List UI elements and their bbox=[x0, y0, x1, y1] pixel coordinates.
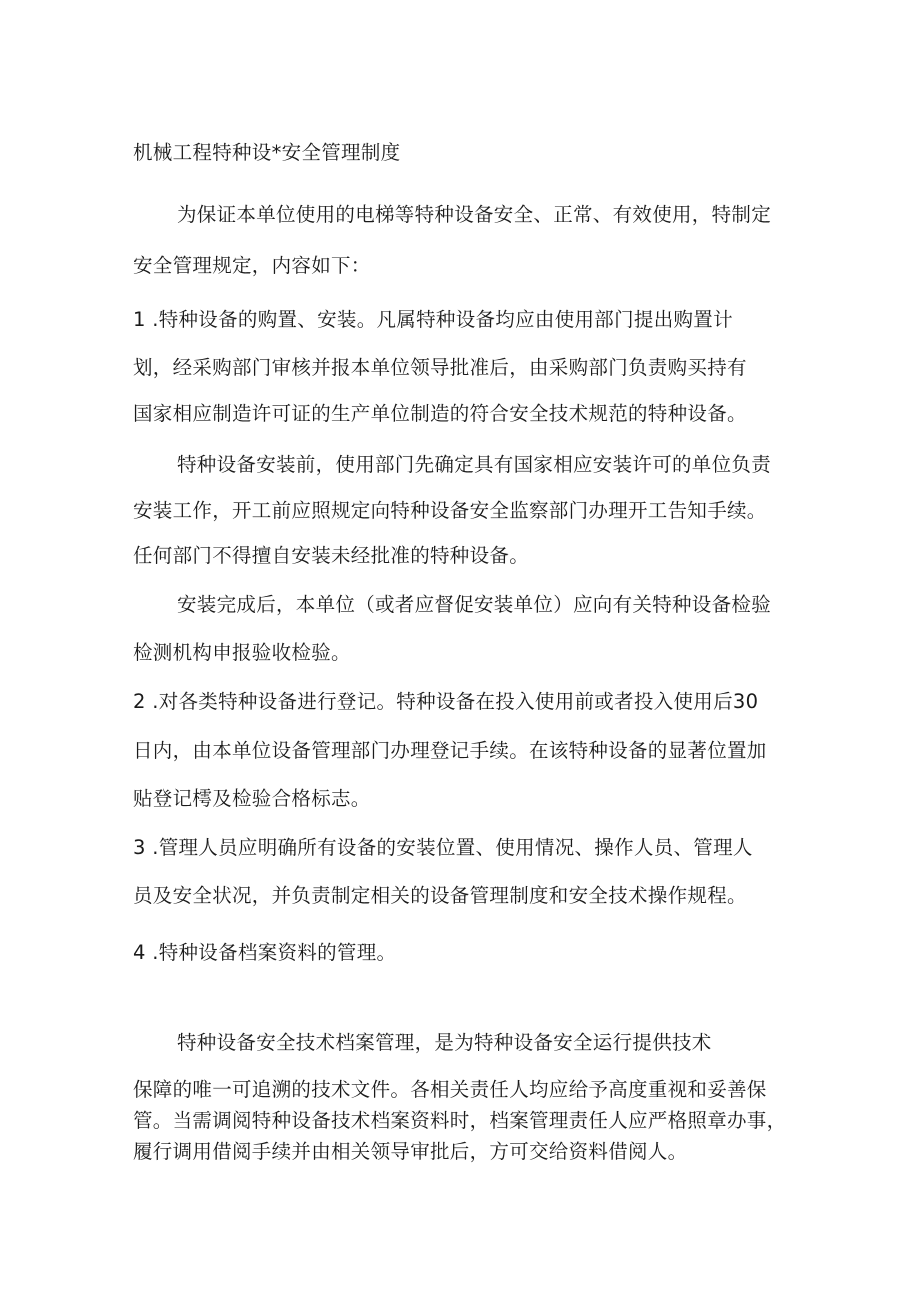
item-2-line: 贴登记樗及检验合格标志。 bbox=[133, 787, 371, 810]
installation-paragraph-line: 任何部门不得擅自安装未经批准的特种设备。 bbox=[133, 544, 530, 567]
item-3-line: 员及安全状况，并负责制定相关的设备管理制度和安全技术操作规程。 bbox=[133, 884, 747, 907]
item-2-line: 2 .对各类特种设备进行登记。特种设备在投入使用前或者投入使用后30 bbox=[133, 690, 759, 713]
item-1-line: 划，经采购部门审核并报本单位领导批准后，由采购部门负责购买持有 bbox=[133, 356, 747, 379]
item-1-line: 1 .特种设备的购置、安装。凡属特种设备均应由使用部门提出购置计 bbox=[133, 308, 733, 331]
document-title: 机械工程特种设*安全管理制度 bbox=[133, 141, 401, 164]
paragraph-intro-line: 安全管理规定，内容如下： bbox=[133, 254, 371, 277]
archive-paragraph-line: 管。当需调阅特种设备技术档案资料时，档案管理责任人应严格照章办事， bbox=[133, 1109, 787, 1132]
archive-paragraph-line: 保障的唯一可追溯的技术文件。各相关责任人均应给予高度重视和妥善保 bbox=[133, 1078, 767, 1101]
item-1-line: 国家相应制造许可证的生产单位制造的符合安全技术规范的特种设备。 bbox=[133, 402, 747, 425]
archive-paragraph-line: 特种设备安全技术档案管理，是为特种设备安全运行提供技术 bbox=[177, 1031, 712, 1054]
archive-paragraph-line: 履行调用借阅手续并由相关领导审批后，方可交给资料借阅人。 bbox=[133, 1140, 688, 1163]
item-3-line: 3 .管理人员应明确所有设备的安装位置、使用情况、操作人员、管理人 bbox=[133, 836, 753, 859]
installation-paragraph-line: 特种设备安装前，使用部门先确定具有国家相应安装许可的单位负责 bbox=[177, 453, 772, 476]
item-2-line: 日内，由本单位设备管理部门办理登记手续。在该特种设备的显著位置加 bbox=[133, 739, 767, 762]
paragraph-intro-line: 为保证本单位使用的电梯等特种设备安全、正常、有效使用，特制定 bbox=[177, 203, 772, 226]
inspection-paragraph-line: 检测机构申报验收检验。 bbox=[133, 641, 351, 664]
installation-paragraph-line: 安装工作，开工前应照规定向特种设备安全监察部门办理开工告知手续。 bbox=[133, 499, 767, 522]
item-4-heading: 4 .特种设备档案资料的管理。 bbox=[133, 941, 397, 964]
inspection-paragraph-line: 安装完成后，本单位（或者应督促安装单位）应向有关特种设备检验 bbox=[177, 593, 772, 616]
